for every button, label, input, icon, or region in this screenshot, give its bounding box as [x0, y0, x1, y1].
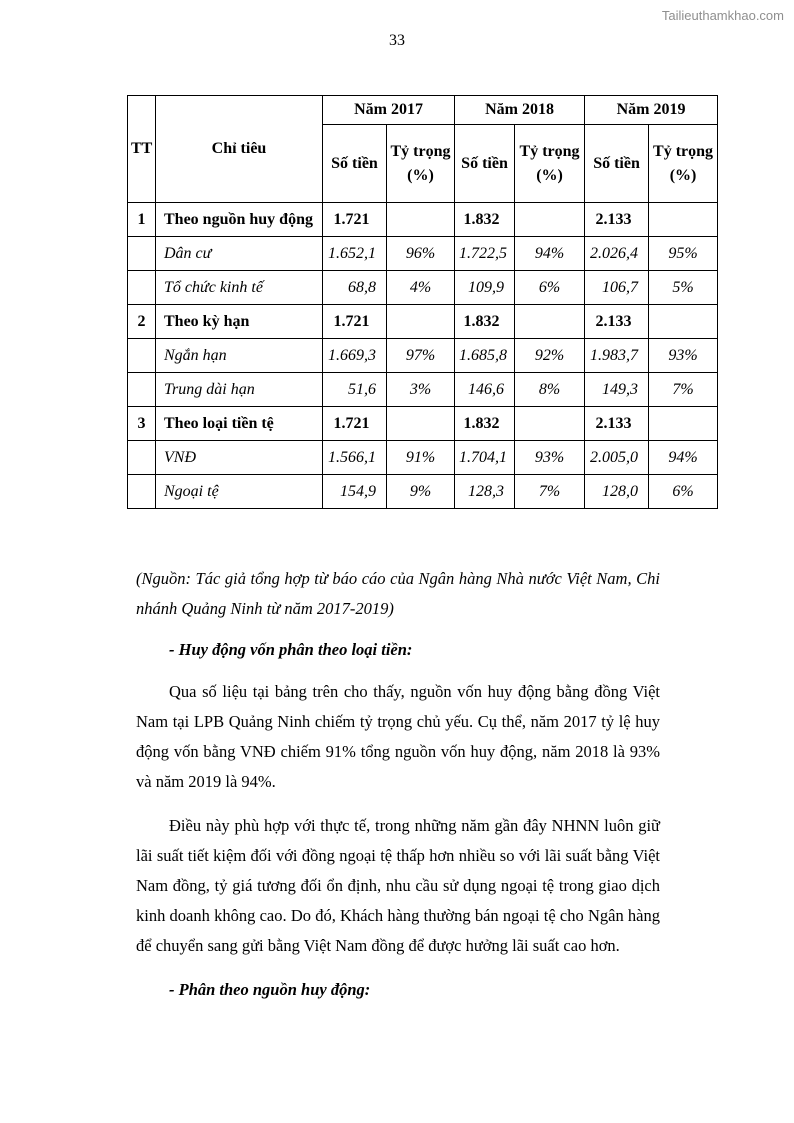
header-amount-2018: Số tiền — [455, 125, 515, 203]
cell-label: Ngắn hạn — [156, 339, 323, 373]
cell-value: 1.832 — [455, 305, 515, 339]
cell-percent: 9% — [387, 475, 455, 509]
cell-percent: 93% — [515, 441, 585, 475]
header-tt: TT — [128, 96, 156, 203]
cell-value: 1.721 — [323, 305, 387, 339]
cell-percent: 94% — [649, 441, 718, 475]
header-year-2019: Năm 2019 — [585, 96, 718, 125]
cell-value: 2.005,0 — [585, 441, 649, 475]
cell-percent: 91% — [387, 441, 455, 475]
cell-value: 1.721 — [323, 203, 387, 237]
cell-value: 1.983,7 — [585, 339, 649, 373]
cell-value: 1.704,1 — [455, 441, 515, 475]
paragraph-currency-analysis: Qua số liệu tại bảng trên cho thấy, nguồn vốn huy động bằng đồng Việt Nam tại LPB Quảng Ninh chiếm tỷ trọng chủ yếu. Cụ thể, năm 2017 tỷ lệ huy động vốn bằng VNĐ chiếm 91% tổng nguồn vốn huy động, năm 2018 là 93% và năm 2019 là 94%. — [136, 682, 660, 791]
cell-percent — [515, 305, 585, 339]
table-row — [128, 305, 718, 339]
cell-percent: 8% — [515, 373, 585, 407]
cell-percent — [515, 407, 585, 441]
cell-value: 1.721 — [323, 407, 387, 441]
capital-mobilization-table-wrap — [127, 95, 717, 509]
cell-value: 1.722,5 — [455, 237, 515, 271]
cell-value: 2.133 — [585, 305, 649, 339]
cell-value: 2.133 — [585, 407, 649, 441]
cell-percent: 94% — [515, 237, 585, 271]
cell-percent — [387, 203, 455, 237]
cell-tt: 3 — [128, 407, 156, 441]
cell-tt — [128, 373, 156, 407]
header-year-2017: Năm 2017 — [323, 96, 455, 125]
cell-percent: 6% — [649, 475, 718, 509]
cell-value: 106,7 — [585, 271, 649, 305]
cell-tt — [128, 271, 156, 305]
cell-tt — [128, 339, 156, 373]
cell-value: 1.832 — [455, 407, 515, 441]
cell-label: Ngoại tệ — [156, 475, 323, 509]
cell-percent: 7% — [515, 475, 585, 509]
cell-percent: 7% — [649, 373, 718, 407]
cell-percent — [515, 203, 585, 237]
cell-value: 1.669,3 — [323, 339, 387, 373]
cell-percent: 93% — [649, 339, 718, 373]
cell-label: Theo nguồn huy động — [156, 203, 323, 237]
header-criteria: Chỉ tiêu — [156, 96, 323, 203]
cell-percent — [649, 407, 718, 441]
cell-percent: 5% — [649, 271, 718, 305]
cell-percent — [387, 305, 455, 339]
cell-label: Tổ chức kinh tế — [156, 271, 323, 305]
table-row — [128, 237, 718, 271]
header-share-2017: Tỷ trọng (%) — [387, 125, 455, 203]
cell-value: 1.652,1 — [323, 237, 387, 271]
cell-percent — [649, 305, 718, 339]
cell-percent — [387, 407, 455, 441]
cell-percent: 97% — [387, 339, 455, 373]
cell-value: 128,3 — [455, 475, 515, 509]
header-amount-2019: Số tiền — [585, 125, 649, 203]
cell-tt — [128, 237, 156, 271]
cell-value: 1.832 — [455, 203, 515, 237]
cell-label: Theo loại tiền tệ — [156, 407, 323, 441]
cell-percent: 4% — [387, 271, 455, 305]
cell-percent: 92% — [515, 339, 585, 373]
cell-value: 2.133 — [585, 203, 649, 237]
cell-value: 149,3 — [585, 373, 649, 407]
cell-value: 128,0 — [585, 475, 649, 509]
watermark: Tailieuthamkhao.com — [661, 8, 784, 23]
cell-label: Dân cư — [156, 237, 323, 271]
cell-percent: 95% — [649, 237, 718, 271]
cell-value: 51,6 — [323, 373, 387, 407]
paragraph-rate-explanation: Điều này phù hợp với thực tế, trong những năm gần đây NHNN luôn giữ lãi suất tiết kiệm đối với đồng ngoại tệ thấp hơn nhiều so với lãi suất bằng Việt Nam đồng, tỷ giá tương đối ổn định, nhu cầu sử dụng ngoại tệ trong giao dịch kinh doanh không cao. Do đó, Khách hàng thường bán ngoại tệ cho Ngân hàng để chuyển sang gửi bằng Việt Nam đồng để được hưởng lãi suất cao hơn. — [136, 816, 660, 955]
cell-value: 109,9 — [455, 271, 515, 305]
cell-label: Trung dài hạn — [156, 373, 323, 407]
table-row — [128, 475, 718, 509]
cell-value: 1.566,1 — [323, 441, 387, 475]
header-share-2018: Tỷ trọng (%) — [515, 125, 585, 203]
cell-value: 68,8 — [323, 271, 387, 305]
table-header-row-years — [128, 96, 718, 125]
table-row — [128, 271, 718, 305]
table-row — [128, 339, 718, 373]
page-number: 33 — [389, 32, 405, 49]
cell-label: VNĐ — [156, 441, 323, 475]
header-year-2018: Năm 2018 — [455, 96, 585, 125]
table-row — [128, 407, 718, 441]
cell-percent — [649, 203, 718, 237]
header-share-2019: Tỷ trọng (%) — [649, 125, 718, 203]
cell-label: Theo kỳ hạn — [156, 305, 323, 339]
cell-value: 1.685,8 — [455, 339, 515, 373]
capital-mobilization-table — [127, 95, 718, 509]
table-row — [128, 441, 718, 475]
cell-tt: 2 — [128, 305, 156, 339]
body-text — [136, 564, 660, 1017]
cell-tt — [128, 475, 156, 509]
subheading-by-currency: - Huy động vốn phân theo loại tiền: — [169, 640, 413, 659]
cell-tt: 1 — [128, 203, 156, 237]
cell-percent: 96% — [387, 237, 455, 271]
cell-value: 2.026,4 — [585, 237, 649, 271]
table-source-note: (Nguồn: Tác giả tổng hợp từ báo cáo của Ngân hàng Nhà nước Việt Nam, Chi nhánh Quảng Ninh từ năm 2017-2019) — [136, 569, 660, 618]
cell-value: 154,9 — [323, 475, 387, 509]
cell-percent: 6% — [515, 271, 585, 305]
cell-percent: 3% — [387, 373, 455, 407]
table-row — [128, 373, 718, 407]
subheading-by-source: - Phân theo nguồn huy động: — [169, 980, 371, 999]
cell-tt — [128, 441, 156, 475]
header-amount-2017: Số tiền — [323, 125, 387, 203]
table-row — [128, 203, 718, 237]
cell-value: 146,6 — [455, 373, 515, 407]
